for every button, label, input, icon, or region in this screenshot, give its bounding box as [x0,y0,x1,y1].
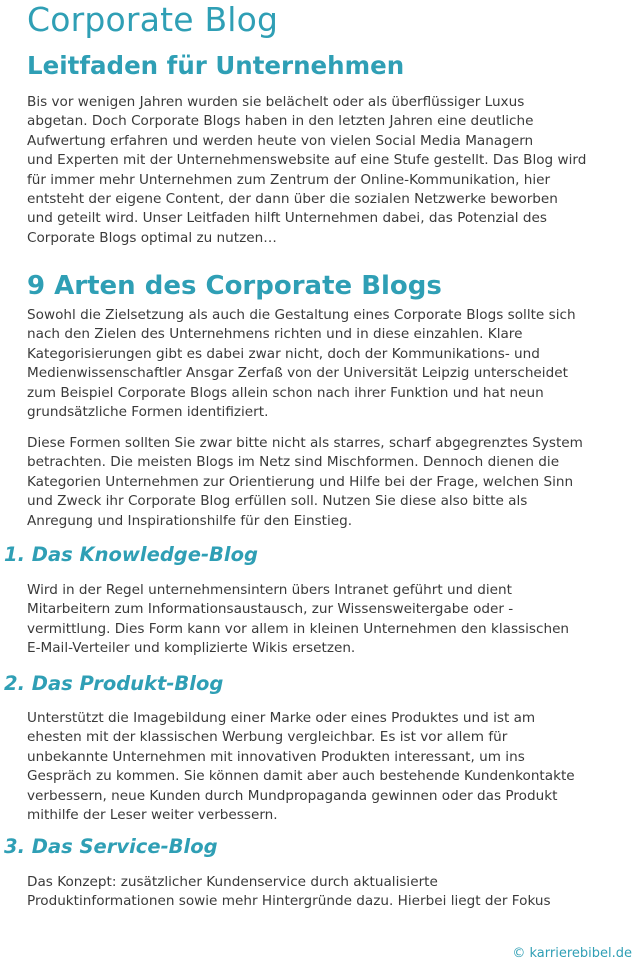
section-line: zum Beispiel Corporate Blogs allein schon nach ihrer Funktion und hat neun [27,384,544,401]
intro-line: und geteilt wird. Unser Leitfaden hilft Unternehmen dabei, das Potenzial des [27,210,547,227]
section-heading: 9 Arten des Corporate Blogs [27,271,442,301]
intro-line: Bis vor wenigen Jahren wurden sie belächelt oder als überflüssiger Luxus [27,94,525,110]
type-line: Wird in der Regel unternehmensintern übers Intranet geführt und dient [27,582,512,598]
type-line: ehesten mit der klassischen Werbung vergleichbar. Es ist vor allem für [27,729,508,746]
type-line: E-Mail-Verteiler und komplizierte Wikis ersetzen. [27,640,356,657]
intro-line: abgetan. Doch Corporate Blogs haben in den letzten Jahren eine deutliche [27,113,534,130]
section-line: Medienwissenschaftler Ansgar Zerfaß von der Universität Leipzig unterscheidet [27,365,568,382]
type-heading-knowledge: 1. Das Knowledge-Blog [4,543,258,566]
type-line: unbekannte Unternehmen mit innovativen Produkten interessant, um ins [27,748,525,765]
type-heading-produkt: 2. Das Produkt-Blog [4,672,224,695]
type-line: vermittlung. Dies Form kann vor allem in kleinen Unternehmen den klassischen [27,620,570,637]
type-paragraph-produkt [27,709,632,825]
type-line: verbessern, neue Kunden durch Mundpropaganda gewinnen oder das Produkt [27,787,558,804]
section-line: Diese Formen sollten Sie zwar bitte nicht als starres, scharf abgegrenztes System [27,435,583,451]
type-line: Produktinformationen sowie mehr Hintergründe dazu. Hierbei liegt der Fokus [27,893,551,910]
intro-line: entsteht der eigene Content, der dann über die sozialen Netzwerke beworben [27,191,558,208]
section-line: Sowohl die Zielsetzung als auch die Gestaltung eines Corporate Blogs sollte sich [27,307,576,323]
intro-paragraph [27,93,632,248]
type-line: Gespräch zu kommen. Sie können damit aber auch bestehende Kundenkontakte [27,768,575,785]
section-line: Anregung und Inspirationshilfe für den Einstieg. [27,512,353,529]
section-paragraph-2 [27,434,632,531]
intro-line: Aufwertung erfahren und werden heute von vielen Social Media Managern [27,132,534,149]
section-line: betrachten. Die meisten Blogs im Netz sind Mischformen. Dennoch dienen die [27,454,560,471]
type-line: Unterstützt die Imagebildung einer Marke oder eines Produktes und ist am [27,710,536,726]
section-line: Kategorisierungen gibt es dabei zwar nicht, doch der Kommunikations- und [27,345,540,362]
intro-line: für immer mehr Unternehmen zum Zentrum der Online-Kommunikation, hier [27,171,551,188]
type-heading-service: 3. Das Service-Blog [4,835,218,858]
section-line: grundsätzliche Formen identifiziert. [27,404,269,421]
copyright-footer: © karrierebibel.de [512,946,632,961]
section-line: und Zweck ihr Corporate Blog erfüllen soll. Nutzen Sie diese also bitte als [27,493,528,510]
type-paragraph-service [27,873,632,912]
section-line: Kategorien Unternehmen zur Orientierung und Hilfe bei der Frage, welchen Sinn [27,473,574,490]
intro-line: und Experten mit der Unternehmenswebsite auf eine Stufe gestellt. Das Blog wird [27,152,587,169]
page-subtitle: Leitfaden für Unternehmen [27,51,405,80]
page-title: Corporate Blog [27,0,279,39]
type-paragraph-knowledge [27,581,632,659]
section-line: nach den Zielen des Unternehmens richten und in diese einzahlen. Klare [27,326,523,343]
intro-line: Corporate Blogs optimal zu nutzen… [27,229,277,246]
type-line: mithilfe der Leser weiter verbessern. [27,807,278,824]
type-line: Mitarbeitern zum Informationsaustausch, zur Wissensweitergabe oder - [27,601,514,618]
type-line: Das Konzept: zusätzlicher Kundenservice durch aktualisierte [27,874,438,890]
section-paragraph-1 [27,306,632,422]
